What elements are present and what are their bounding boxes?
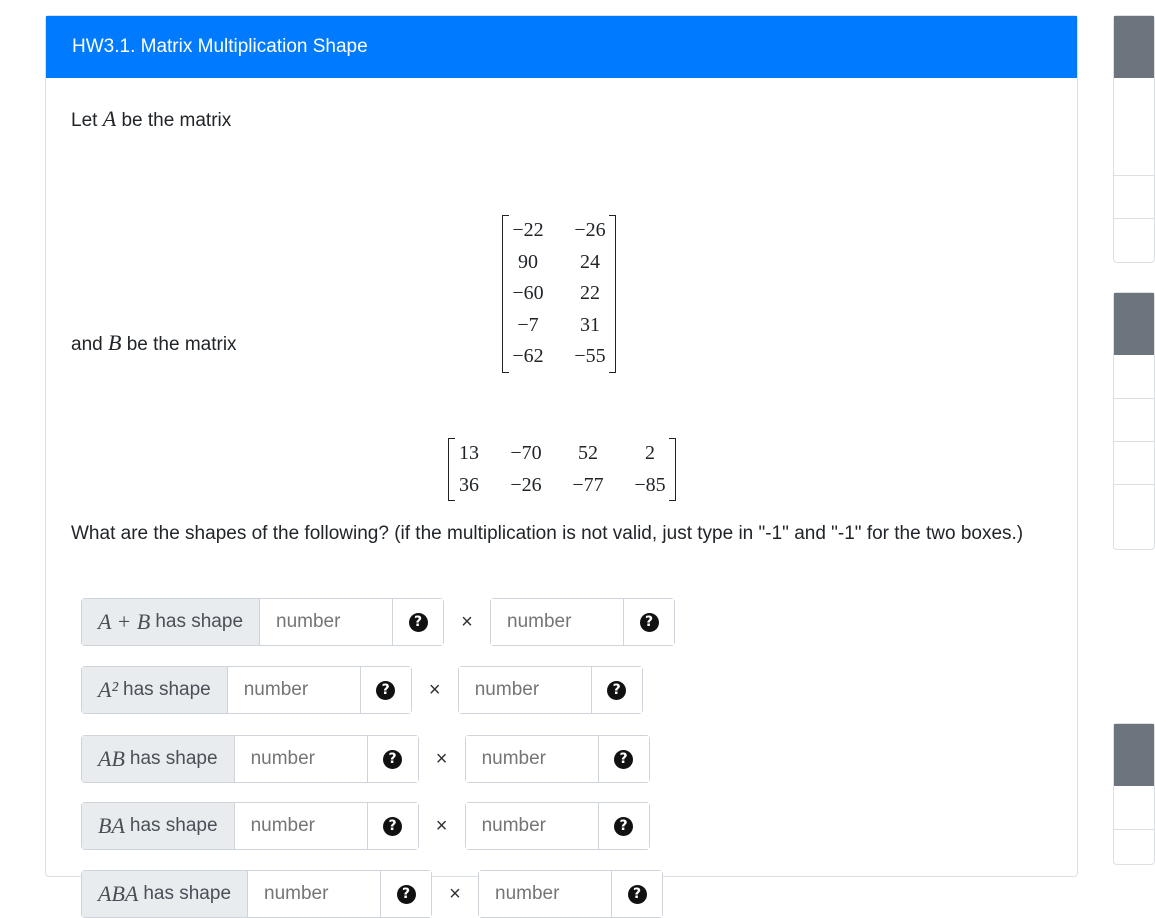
answer-row-ab <box>81 735 650 783</box>
shape-input-group <box>458 666 643 714</box>
answer-row-aba <box>81 870 663 918</box>
cols-input[interactable] <box>466 803 599 849</box>
side-panel-divider <box>1114 441 1154 442</box>
question-circle-icon: ? <box>614 750 633 769</box>
side-panel-header <box>1114 293 1154 355</box>
shape-input-group <box>81 870 432 918</box>
matrix-a-cell: 90 <box>518 250 538 273</box>
matrix-a-cell: −62 <box>512 345 544 367</box>
help-button[interactable] <box>368 803 418 849</box>
expression: AB <box>98 746 125 771</box>
has-shape-label: has shape <box>129 748 218 769</box>
matrix-b-cell: −77 <box>572 473 604 496</box>
expression-addon <box>82 803 235 849</box>
matrix-a-cell: −60 <box>512 282 544 304</box>
side-panel-divider <box>1114 218 1154 219</box>
times-symbol: × <box>428 678 441 701</box>
question-circle-icon: ? <box>383 817 402 836</box>
expression-addon <box>82 667 228 713</box>
shape-input-group <box>81 802 419 850</box>
side-panel-divider <box>1114 829 1154 830</box>
matrix-b-cell: 36 <box>459 473 479 496</box>
intro-b-suffix: be the matrix <box>126 334 237 355</box>
intro-a-prefix: Let <box>71 110 98 131</box>
matrix-a <box>502 215 616 373</box>
intro-matrix-b <box>71 330 237 356</box>
times-symbol: × <box>461 610 473 633</box>
help-button[interactable] <box>393 599 443 645</box>
question-circle-icon: ? <box>607 681 626 700</box>
has-shape-label: has shape <box>155 611 244 632</box>
shape-input-group <box>81 598 444 646</box>
rows-input[interactable] <box>228 667 361 713</box>
help-button[interactable] <box>599 803 649 849</box>
intro-b-prefix: and <box>71 334 103 355</box>
help-button[interactable] <box>624 599 674 645</box>
side-panel-divider <box>1114 484 1154 485</box>
question-circle-icon: ? <box>409 613 428 632</box>
var-b: B <box>107 330 122 355</box>
expression: ABA <box>98 881 139 906</box>
var-a: A <box>102 106 117 131</box>
shape-input-group <box>478 870 663 918</box>
cols-input[interactable] <box>491 599 624 645</box>
expression: BA <box>98 813 125 838</box>
shape-input-group <box>490 598 675 646</box>
help-button[interactable] <box>381 871 431 917</box>
help-button[interactable] <box>361 667 411 713</box>
matrix-b-cell: −85 <box>634 473 666 496</box>
times-symbol: × <box>449 882 461 905</box>
question-text: What are the shapes of the following? (if the multiplication is not valid, just type in "-1" and "-1" for the two boxes.) <box>71 523 1024 544</box>
side-panel-header <box>1114 16 1154 78</box>
expression-addon <box>82 599 260 645</box>
has-shape-label: has shape <box>129 815 218 836</box>
expression: A + B <box>98 609 151 634</box>
question-circle-icon: ? <box>614 817 633 836</box>
shape-input-group <box>81 735 419 783</box>
matrix-b-cell: −26 <box>510 473 542 496</box>
matrix-b-cell: 52 <box>578 442 598 464</box>
question-circle-icon: ? <box>376 681 395 700</box>
side-panel-divider <box>1114 398 1154 399</box>
matrix-a-cell: −22 <box>512 219 544 241</box>
times-symbol: × <box>435 814 448 837</box>
expression-addon <box>82 871 248 917</box>
shape-input-group <box>465 802 650 850</box>
rows-input[interactable] <box>248 871 381 917</box>
answer-row-a-squared <box>81 666 643 714</box>
matrix-a-cell: 24 <box>580 250 600 273</box>
shape-input-group <box>465 735 650 783</box>
matrix-b-cell: 13 <box>459 442 479 464</box>
matrix-a-cell: 31 <box>580 313 600 336</box>
has-shape-label: has shape <box>123 679 211 700</box>
answer-row-a-plus-b <box>81 598 675 646</box>
matrix-a-cell: −7 <box>517 313 539 336</box>
cols-input[interactable] <box>466 736 599 782</box>
question-title: HW3.1. Matrix Multiplication Shape <box>46 16 1077 78</box>
side-panel-top <box>1113 15 1155 263</box>
rows-input[interactable] <box>235 736 368 782</box>
answer-row-ba <box>81 802 650 850</box>
intro-a-suffix: be the matrix <box>121 110 232 131</box>
side-panel-header <box>1114 724 1154 786</box>
has-shape-label: has shape <box>143 883 232 904</box>
side-panel-bottom <box>1113 723 1155 865</box>
cols-input[interactable] <box>459 667 592 713</box>
rows-input[interactable] <box>260 599 393 645</box>
help-button[interactable] <box>599 736 649 782</box>
rows-input[interactable] <box>235 803 368 849</box>
matrix-b-cell: 2 <box>645 442 655 464</box>
matrix-b <box>448 438 676 501</box>
cols-input[interactable] <box>479 871 612 917</box>
question-circle-icon: ? <box>397 885 416 904</box>
matrix-a-cell: 22 <box>580 282 600 304</box>
matrix-a-cell: −55 <box>574 345 606 367</box>
shape-input-group <box>81 666 412 714</box>
side-panel-divider <box>1114 175 1154 176</box>
question-circle-icon: ? <box>628 885 647 904</box>
question-circle-icon: ? <box>640 613 659 632</box>
help-button[interactable] <box>612 871 662 917</box>
matrix-a-cell: −26 <box>574 219 606 241</box>
question-card <box>45 15 1078 906</box>
expression: A² <box>98 677 119 702</box>
side-panel-middle <box>1113 292 1155 550</box>
matrix-b-cell: −70 <box>510 442 542 464</box>
intro-matrix-a <box>71 106 231 132</box>
help-button[interactable] <box>592 667 642 713</box>
expression-addon <box>82 736 235 782</box>
help-button[interactable] <box>368 736 418 782</box>
question-circle-icon: ? <box>383 750 402 769</box>
times-symbol: × <box>435 747 448 770</box>
